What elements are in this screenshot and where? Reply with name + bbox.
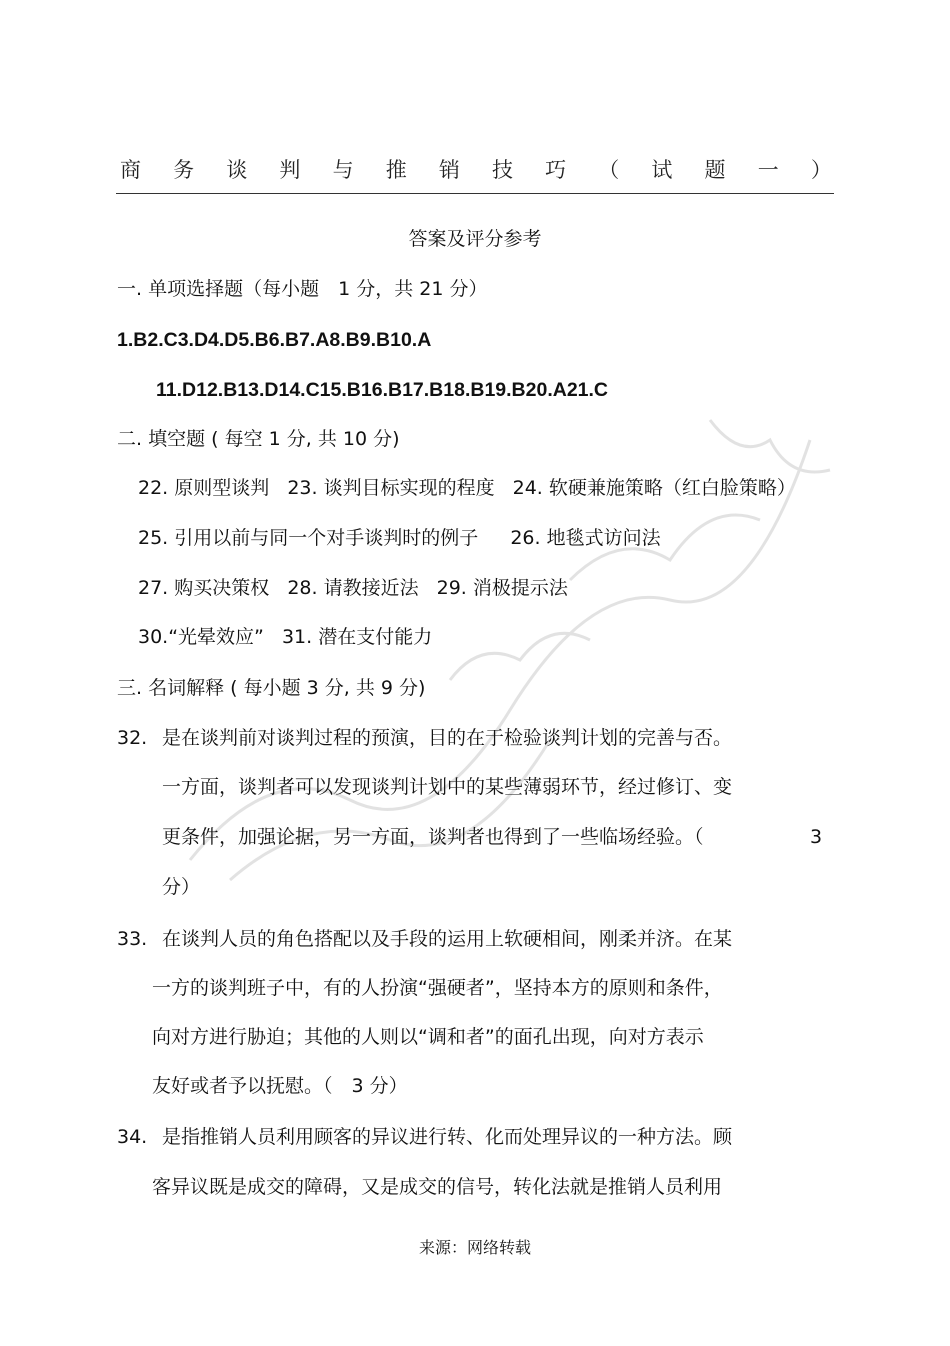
- answer-text: 一方的谈判班子中，有的人扮演“强硬者”，坚持本方的原则和条件，: [152, 977, 723, 999]
- fill-blank-row: [138, 575, 568, 601]
- score-value: 3: [810, 826, 823, 848]
- fill-blank-item: 22. 原则型谈判: [138, 477, 270, 499]
- fill-blank-item: 25. 引用以前与同一个对手谈判时的例子: [138, 527, 479, 549]
- fill-blank-row: [138, 525, 661, 551]
- fill-blank-item: 29. 消极提示法: [436, 577, 568, 599]
- title-char: 试: [651, 158, 673, 182]
- section-heading-single-choice: 一. 单项选择题（每小题 1 分，共 21 分）: [117, 278, 488, 300]
- fill-blank-item: 31. 潜在支付能力: [281, 626, 433, 648]
- answer-text: 一方面，谈判者可以发现谈判计划中的某些薄弱环节，经过修订、变: [162, 776, 733, 798]
- fill-blank-item: 24. 软硬兼施策略（红白脸策略）: [512, 477, 796, 499]
- fill-blank-item: 26. 地毯式访问法: [510, 527, 661, 549]
- title-char: （: [598, 158, 620, 182]
- title-underline: [116, 193, 834, 194]
- answer-text: 客异议既是成交的障碍，又是成交的信号，转化法就是推销人员利用: [152, 1176, 723, 1198]
- section-heading-term-explanation: 三. 名词解释 ( 每小题 3 分, 共 9 分): [117, 677, 426, 699]
- title-char: 谈: [226, 158, 248, 182]
- page-title: [120, 154, 832, 184]
- title-char: 与: [332, 158, 354, 182]
- title-char: 务: [173, 158, 195, 182]
- title-char: 一: [757, 158, 779, 182]
- title-char: 销: [438, 158, 460, 182]
- question-number: 32.: [117, 727, 148, 749]
- title-char: 推: [385, 158, 407, 182]
- answer-text: 更条件，加强论据，另一方面，谈判者也得到了一些临场经验。（: [162, 826, 704, 848]
- document-subtitle: 答案及评分参考: [408, 228, 542, 250]
- fill-blank-item: 28. 请教接近法: [287, 577, 419, 599]
- title-char: 判: [279, 158, 301, 182]
- fill-blank-row: [138, 475, 796, 501]
- answer-text: 在谈判人员的角色搭配以及手段的运用上软硬相间，刚柔并济。在某: [162, 928, 733, 950]
- page-footer: 来源：网络转载: [418, 1238, 531, 1257]
- answer-text: 是在谈判前对谈判过程的预演，目的在于检验谈判计划的完善与否。: [162, 727, 733, 749]
- title-char: 商: [120, 158, 141, 182]
- fill-blank-item: 27. 购买决策权: [138, 577, 270, 599]
- section-heading-fill-blank: 二. 填空题 ( 每空 1 分, 共 10 分): [117, 428, 400, 450]
- question-number: 33.: [117, 928, 148, 950]
- answer-line: 11.D12.B13.D14.C15.B16.B17.B18.B19.B20.A21.C: [156, 379, 609, 401]
- fill-blank-row: [138, 624, 432, 650]
- answer-text: 分）: [162, 876, 201, 898]
- fill-blank-item: 23. 谈判目标实现的程度: [287, 477, 495, 499]
- title-char: 技: [491, 158, 513, 182]
- answer-text: 是指推销人员利用顾客的异议进行转、化而处理异议的一种方法。顾: [162, 1126, 733, 1148]
- fill-blank-item: 30.“光晕效应”: [138, 626, 264, 648]
- answer-text: 向对方进行胁迫；其他的人则以“调和者”的面孔出现，向对方表示: [152, 1026, 704, 1048]
- title-char: ）: [810, 158, 832, 182]
- title-char: 题: [704, 158, 726, 182]
- title-char: 巧: [545, 158, 567, 182]
- answer-text: 友好或者予以抚慰。（ 3 分）: [152, 1075, 408, 1097]
- question-number: 34.: [117, 1126, 148, 1148]
- answer-line: 1.B2.C3.D4.D5.B6.B7.A8.B9.B10.A: [117, 329, 432, 351]
